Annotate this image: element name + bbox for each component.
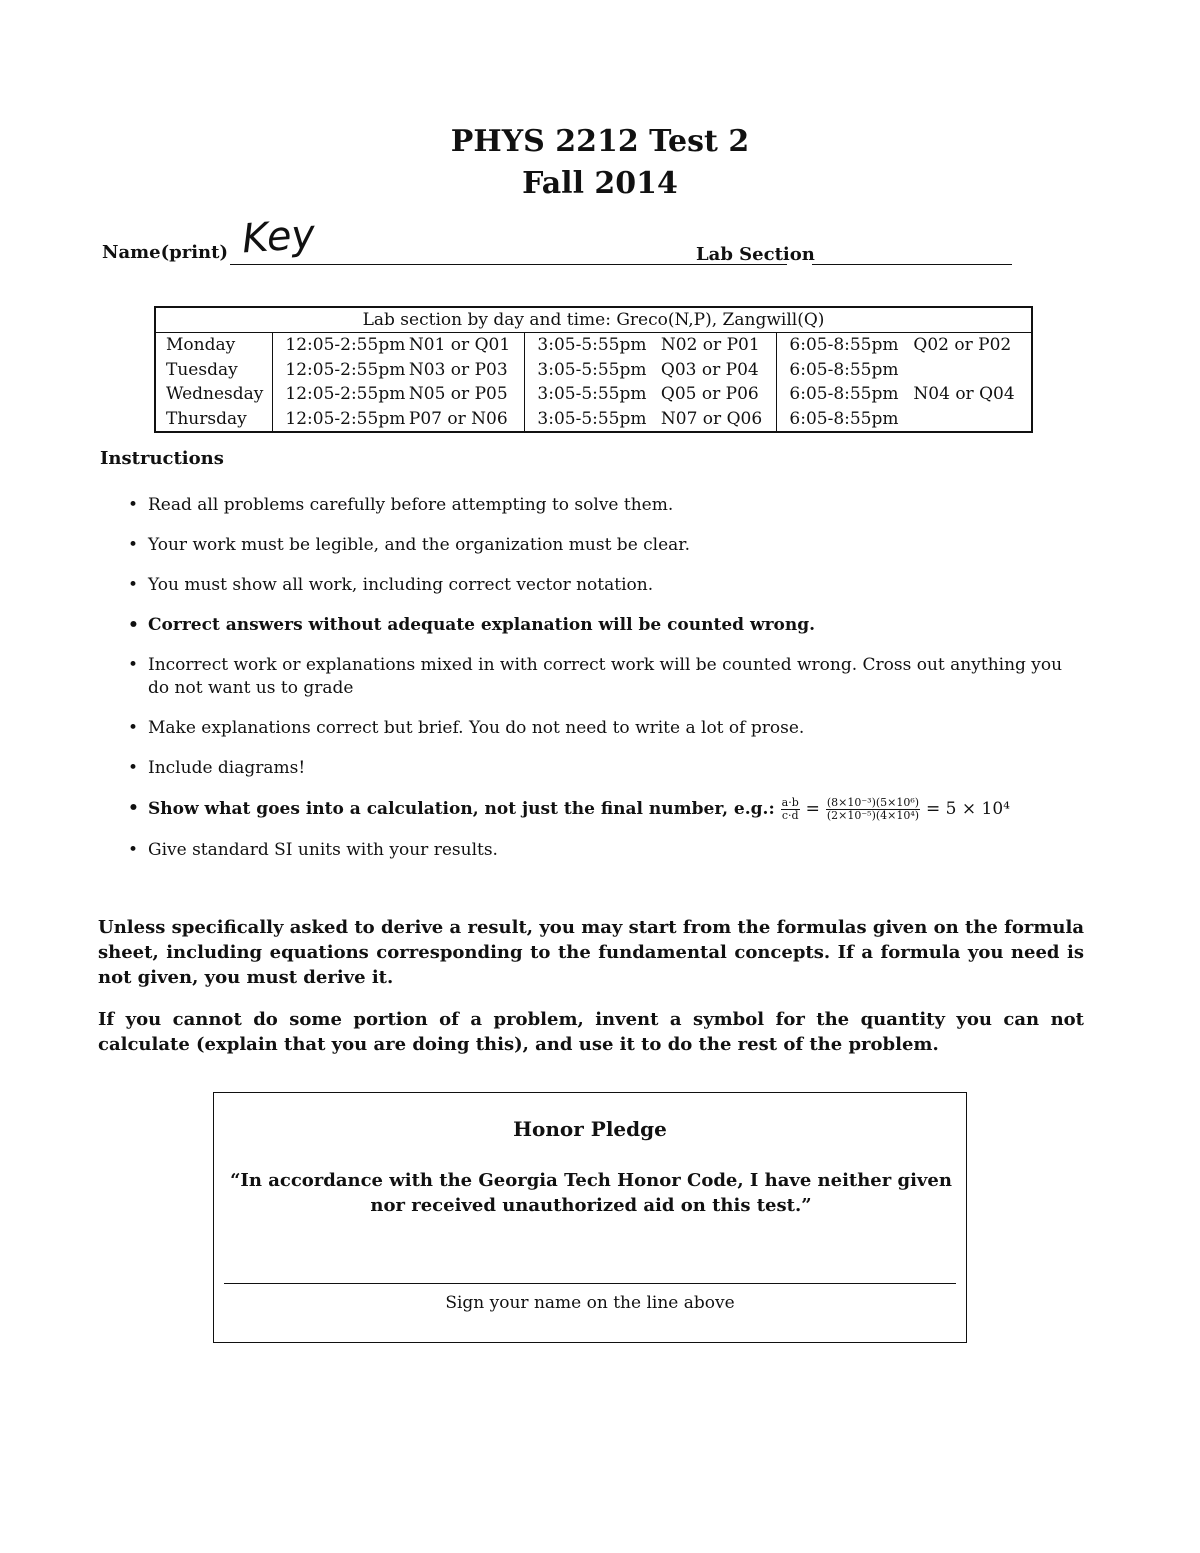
section-cell: Q02 or P02 [913,335,1012,355]
lab-section-field[interactable] [812,264,1012,265]
lab-section-table [154,306,1033,433]
derivation-paragraph: Unless specifically asked to derive a result, you may start from the formulas given on the formula sheet, including equations corresponding to the fundamental concepts. If a formula you need is not given, you must derive it. [98,917,1084,988]
name-row [102,211,1012,272]
section-cell: Q05 or P06 [660,384,759,404]
section-cell: N03 or P03 [408,359,508,380]
time-cell: 12:05-2:55pm [285,359,406,380]
day-cell: Wednesday [166,384,264,404]
example-result: = 5 × 10⁴ [925,799,1010,819]
honor-pledge-heading: Honor Pledge [513,1117,667,1141]
section-cell [913,358,1029,383]
time-cell: 6:05-8:55pm [789,408,899,429]
instruction-item: • Make explanations correct but brief. You do not need to write a lot of prose. [128,717,1088,740]
time-cell: 12:05-2:55pm [285,408,406,429]
day-cell: Monday [166,335,236,355]
instructions-heading: Instructions [100,448,224,469]
section-cell [913,407,1029,432]
section-cell: N04 or Q04 [913,384,1015,404]
time-cell: 6:05-8:55pm [789,335,899,355]
time-cell: 3:05-5:55pm [537,384,647,404]
section-cell: N05 or P05 [408,384,508,404]
time-cell: 3:05-5:55pm [537,408,647,429]
instruction-item: • Include diagrams! [128,757,1088,780]
section-cell: Q03 or P04 [660,359,759,380]
section-cell: N01 or Q01 [408,335,511,355]
slot-column-3 [777,333,1031,431]
instruction-item: • You must show all work, including correct vector notation. [128,574,1088,597]
document-term: Fall 2014 [522,166,678,201]
slot-column-1 [273,333,525,431]
day-cell: Thursday [166,408,247,429]
day-cell: Tuesday [166,359,238,380]
example-lhs-fraction: $\frac{a\cdot b}{c\cdot d}$ [781,796,799,822]
honor-pledge-box [213,1092,967,1343]
lab-table-caption: Lab section by day and time: Greco(N,P), Zangwill(Q) [156,308,1031,333]
document-title: PHYS 2212 Test 2 [450,124,750,159]
instruction-item: • Incorrect work or explanations mixed in with correct work will be counted wrong. Cross out anything you do not want us to grade [128,654,1088,700]
section-cell: N07 or Q06 [660,408,763,429]
time-cell: 12:05-2:55pm [285,384,406,404]
instruction-item: • Correct answers without adequate explanation will be counted wrong. [128,614,1088,637]
section-cell: N02 or P01 [660,335,760,355]
name-label: Name(print) [102,242,228,263]
time-cell: 3:05-5:55pm [537,335,647,355]
instruction-item: • Give standard SI units with your results. [128,839,1088,862]
time-cell: 12:05-2:55pm [285,335,406,355]
symbol-paragraph: If you cannot do some portion of a problem, invent a symbol for the quantity you can not calculate (explain that you are doing this), and use it to do the rest of the problem. [98,1009,1084,1055]
example-rhs-fraction: $\frac{\text{(8×10⁻³)(5×10⁶)}}{\text{(2×10⁻⁵)(4×10⁴)}}$ [826,796,920,822]
honor-pledge-text: “In accordance with the Georgia Tech Honor Code, I have neither given nor received unauthorized aid on this test.” [230,1170,952,1216]
handwritten-name: Key [240,211,317,263]
time-cell: 6:05-8:55pm [789,384,899,404]
time-cell: 6:05-8:55pm [789,359,899,380]
lab-section-label: Lab Section [696,244,815,265]
slot-column-2 [525,333,777,431]
section-cell: P07 or N06 [408,408,508,429]
time-cell: 3:05-5:55pm [537,359,647,380]
instruction-item: • Your work must be legible, and the organization must be clear. [128,534,1088,557]
instruction-item-example: • Show what goes into a calculation, not just the final number, e.g.: $\frac{a\cdot b}{c\cdot d}$ = $\frac{\text{(8×10⁻³)(5×10⁶)}}{\text{(2×10⁻⁵)(4×10⁴)}}$ = 5 × 10⁴ [128,797,1088,822]
signature-line[interactable] [224,1283,956,1284]
instruction-item: • Read all problems carefully before attempting to solve them. [128,494,1088,517]
instructions-list [128,494,1088,862]
signature-instruction: Sign your name on the line above [445,1293,735,1313]
day-column [156,333,273,431]
